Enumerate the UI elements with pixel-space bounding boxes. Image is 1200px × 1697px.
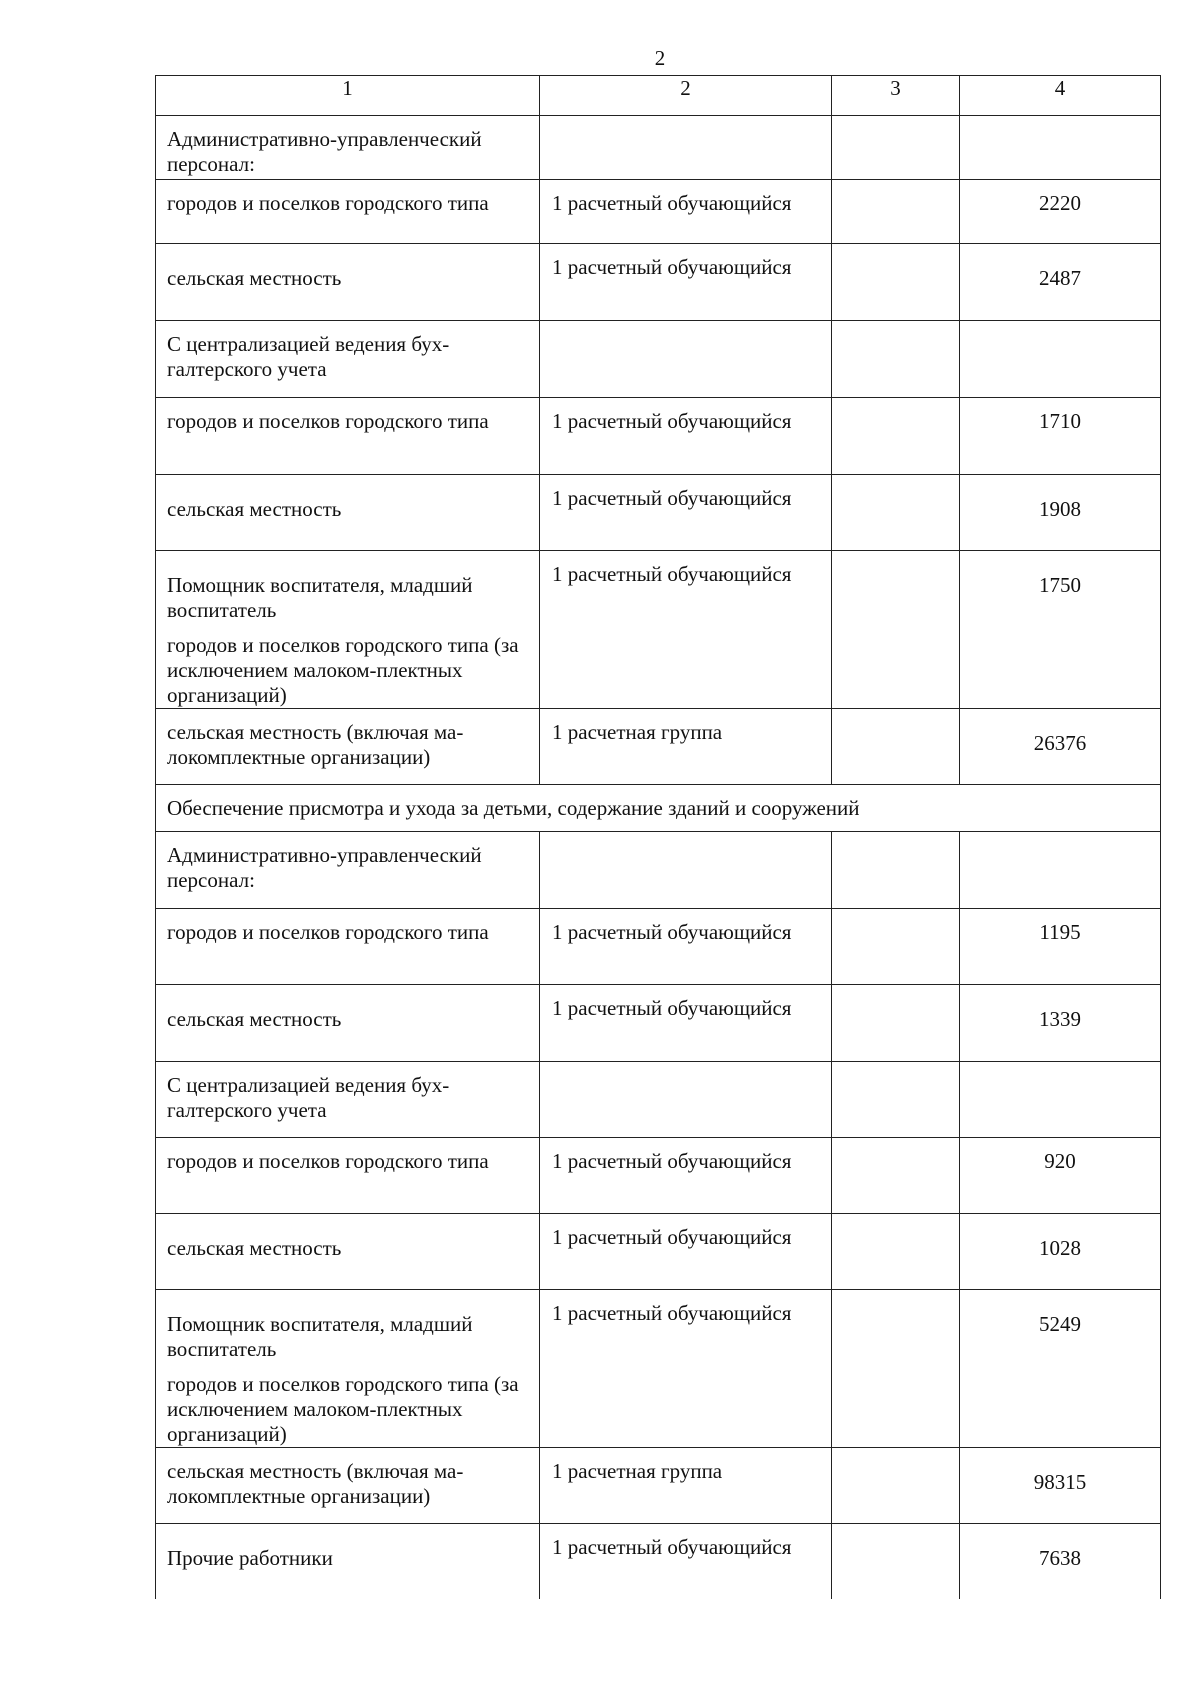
table-row (156, 1524, 1161, 1599)
category-cell: сельская местность (включая ма-локомплектные организации) (156, 1448, 540, 1524)
value-cell: 26376 (960, 709, 1161, 785)
unit-cell: 1 расчетный обучающийся (540, 180, 832, 244)
table-row (156, 909, 1161, 985)
unit-cell: 1 расчетный обучающийся (540, 1214, 832, 1290)
category-cell: городов и поселков городского типа (156, 1138, 540, 1214)
category-cell: сельская местность (156, 985, 540, 1062)
col3-cell (832, 832, 960, 909)
category-cell (156, 551, 540, 709)
section-heading: Обеспечение присмотра и ухода за детьми, содержание зданий и сооружений (156, 785, 1161, 832)
section-row (156, 785, 1161, 832)
category-cell (156, 1290, 540, 1448)
unit-cell: 1 расчетный обучающийся (540, 1524, 832, 1599)
norms-table (155, 75, 1161, 1599)
col3-cell (832, 985, 960, 1062)
col3-cell (832, 475, 960, 551)
category-cell: сельская местность (156, 244, 540, 321)
category-cell: сельская местность (включая ма-локомплектные организации) (156, 709, 540, 785)
column-number: 2 (540, 76, 832, 116)
category-subtitle: городов и поселков городского типа (за исключением малоком-плектных организаций) (167, 1372, 519, 1446)
unit-cell: 1 расчетный обучающийся (540, 1138, 832, 1214)
table-row (156, 1062, 1161, 1138)
table-row (156, 709, 1161, 785)
unit-cell: 1 расчетная группа (540, 1448, 832, 1524)
col3-cell (832, 909, 960, 985)
value-cell: 1028 (960, 1214, 1161, 1290)
col3-cell (832, 321, 960, 398)
category-cell: сельская местность (156, 475, 540, 551)
value-cell (960, 116, 1161, 180)
value-cell (960, 321, 1161, 398)
unit-cell: 1 расчетный обучающийся (540, 398, 832, 475)
table-row (156, 1448, 1161, 1524)
col3-cell (832, 1290, 960, 1448)
col3-cell (832, 244, 960, 321)
value-cell: 2487 (960, 244, 1161, 321)
unit-cell (540, 116, 832, 180)
unit-cell: 1 расчетный обучающийся (540, 475, 832, 551)
value-cell: 1908 (960, 475, 1161, 551)
value-cell (960, 832, 1161, 909)
page-number: 2 (654, 46, 666, 70)
table-row (156, 1138, 1161, 1214)
col3-cell (832, 1138, 960, 1214)
category-cell: сельская местность (156, 1214, 540, 1290)
value-cell (960, 1062, 1161, 1138)
value-cell: 1710 (960, 398, 1161, 475)
category-cell: городов и поселков городского типа (156, 398, 540, 475)
category-cell: С централизацией ведения бух-галтерского учета (156, 321, 540, 398)
unit-cell (540, 321, 832, 398)
category-title: Помощник воспитателя, младший воспитатель (167, 1312, 473, 1361)
unit-cell: 1 расчетная группа (540, 709, 832, 785)
table-row (156, 985, 1161, 1062)
category-cell: Административно-управленческий персонал: (156, 116, 540, 180)
category-subtitle: городов и поселков городского типа (за исключением малоком-плектных организаций) (167, 633, 519, 707)
unit-cell: 1 расчетный обучающийся (540, 244, 832, 321)
col3-cell (832, 398, 960, 475)
value-cell: 1339 (960, 985, 1161, 1062)
table-row (156, 398, 1161, 475)
value-cell: 98315 (960, 1448, 1161, 1524)
category-title: Помощник воспитателя, младший воспитатель (167, 573, 473, 622)
col3-cell (832, 1214, 960, 1290)
category-cell: С централизацией ведения бух-галтерского учета (156, 1062, 540, 1138)
value-cell: 7638 (960, 1524, 1161, 1599)
value-cell: 5249 (960, 1290, 1161, 1448)
table-row (156, 551, 1161, 709)
value-cell: 920 (960, 1138, 1161, 1214)
col3-cell (832, 709, 960, 785)
table-row (156, 321, 1161, 398)
category-cell: городов и поселков городского типа (156, 180, 540, 244)
column-number: 3 (832, 76, 960, 116)
value-cell: 1750 (960, 551, 1161, 709)
col3-cell (832, 1524, 960, 1599)
unit-cell (540, 832, 832, 909)
column-number: 1 (156, 76, 540, 116)
table-row (156, 1214, 1161, 1290)
col3-cell (832, 551, 960, 709)
unit-cell: 1 расчетный обучающийся (540, 1290, 832, 1448)
table-row (156, 475, 1161, 551)
unit-cell (540, 1062, 832, 1138)
unit-cell: 1 расчетный обучающийся (540, 909, 832, 985)
col3-cell (832, 180, 960, 244)
category-cell: Прочие работники (156, 1524, 540, 1599)
unit-cell: 1 расчетный обучающийся (540, 985, 832, 1062)
unit-cell: 1 расчетный обучающийся (540, 551, 832, 709)
table-row (156, 180, 1161, 244)
col3-cell (832, 1448, 960, 1524)
table-row (156, 116, 1161, 180)
category-cell: городов и поселков городского типа (156, 909, 540, 985)
col3-cell (832, 1062, 960, 1138)
column-number: 4 (960, 76, 1161, 116)
table-row (156, 832, 1161, 909)
col3-cell (832, 116, 960, 180)
value-cell: 1195 (960, 909, 1161, 985)
column-number-row (156, 76, 1161, 116)
table-row (156, 1290, 1161, 1448)
category-cell: Административно-управленческий персонал: (156, 832, 540, 909)
table-row (156, 244, 1161, 321)
value-cell: 2220 (960, 180, 1161, 244)
